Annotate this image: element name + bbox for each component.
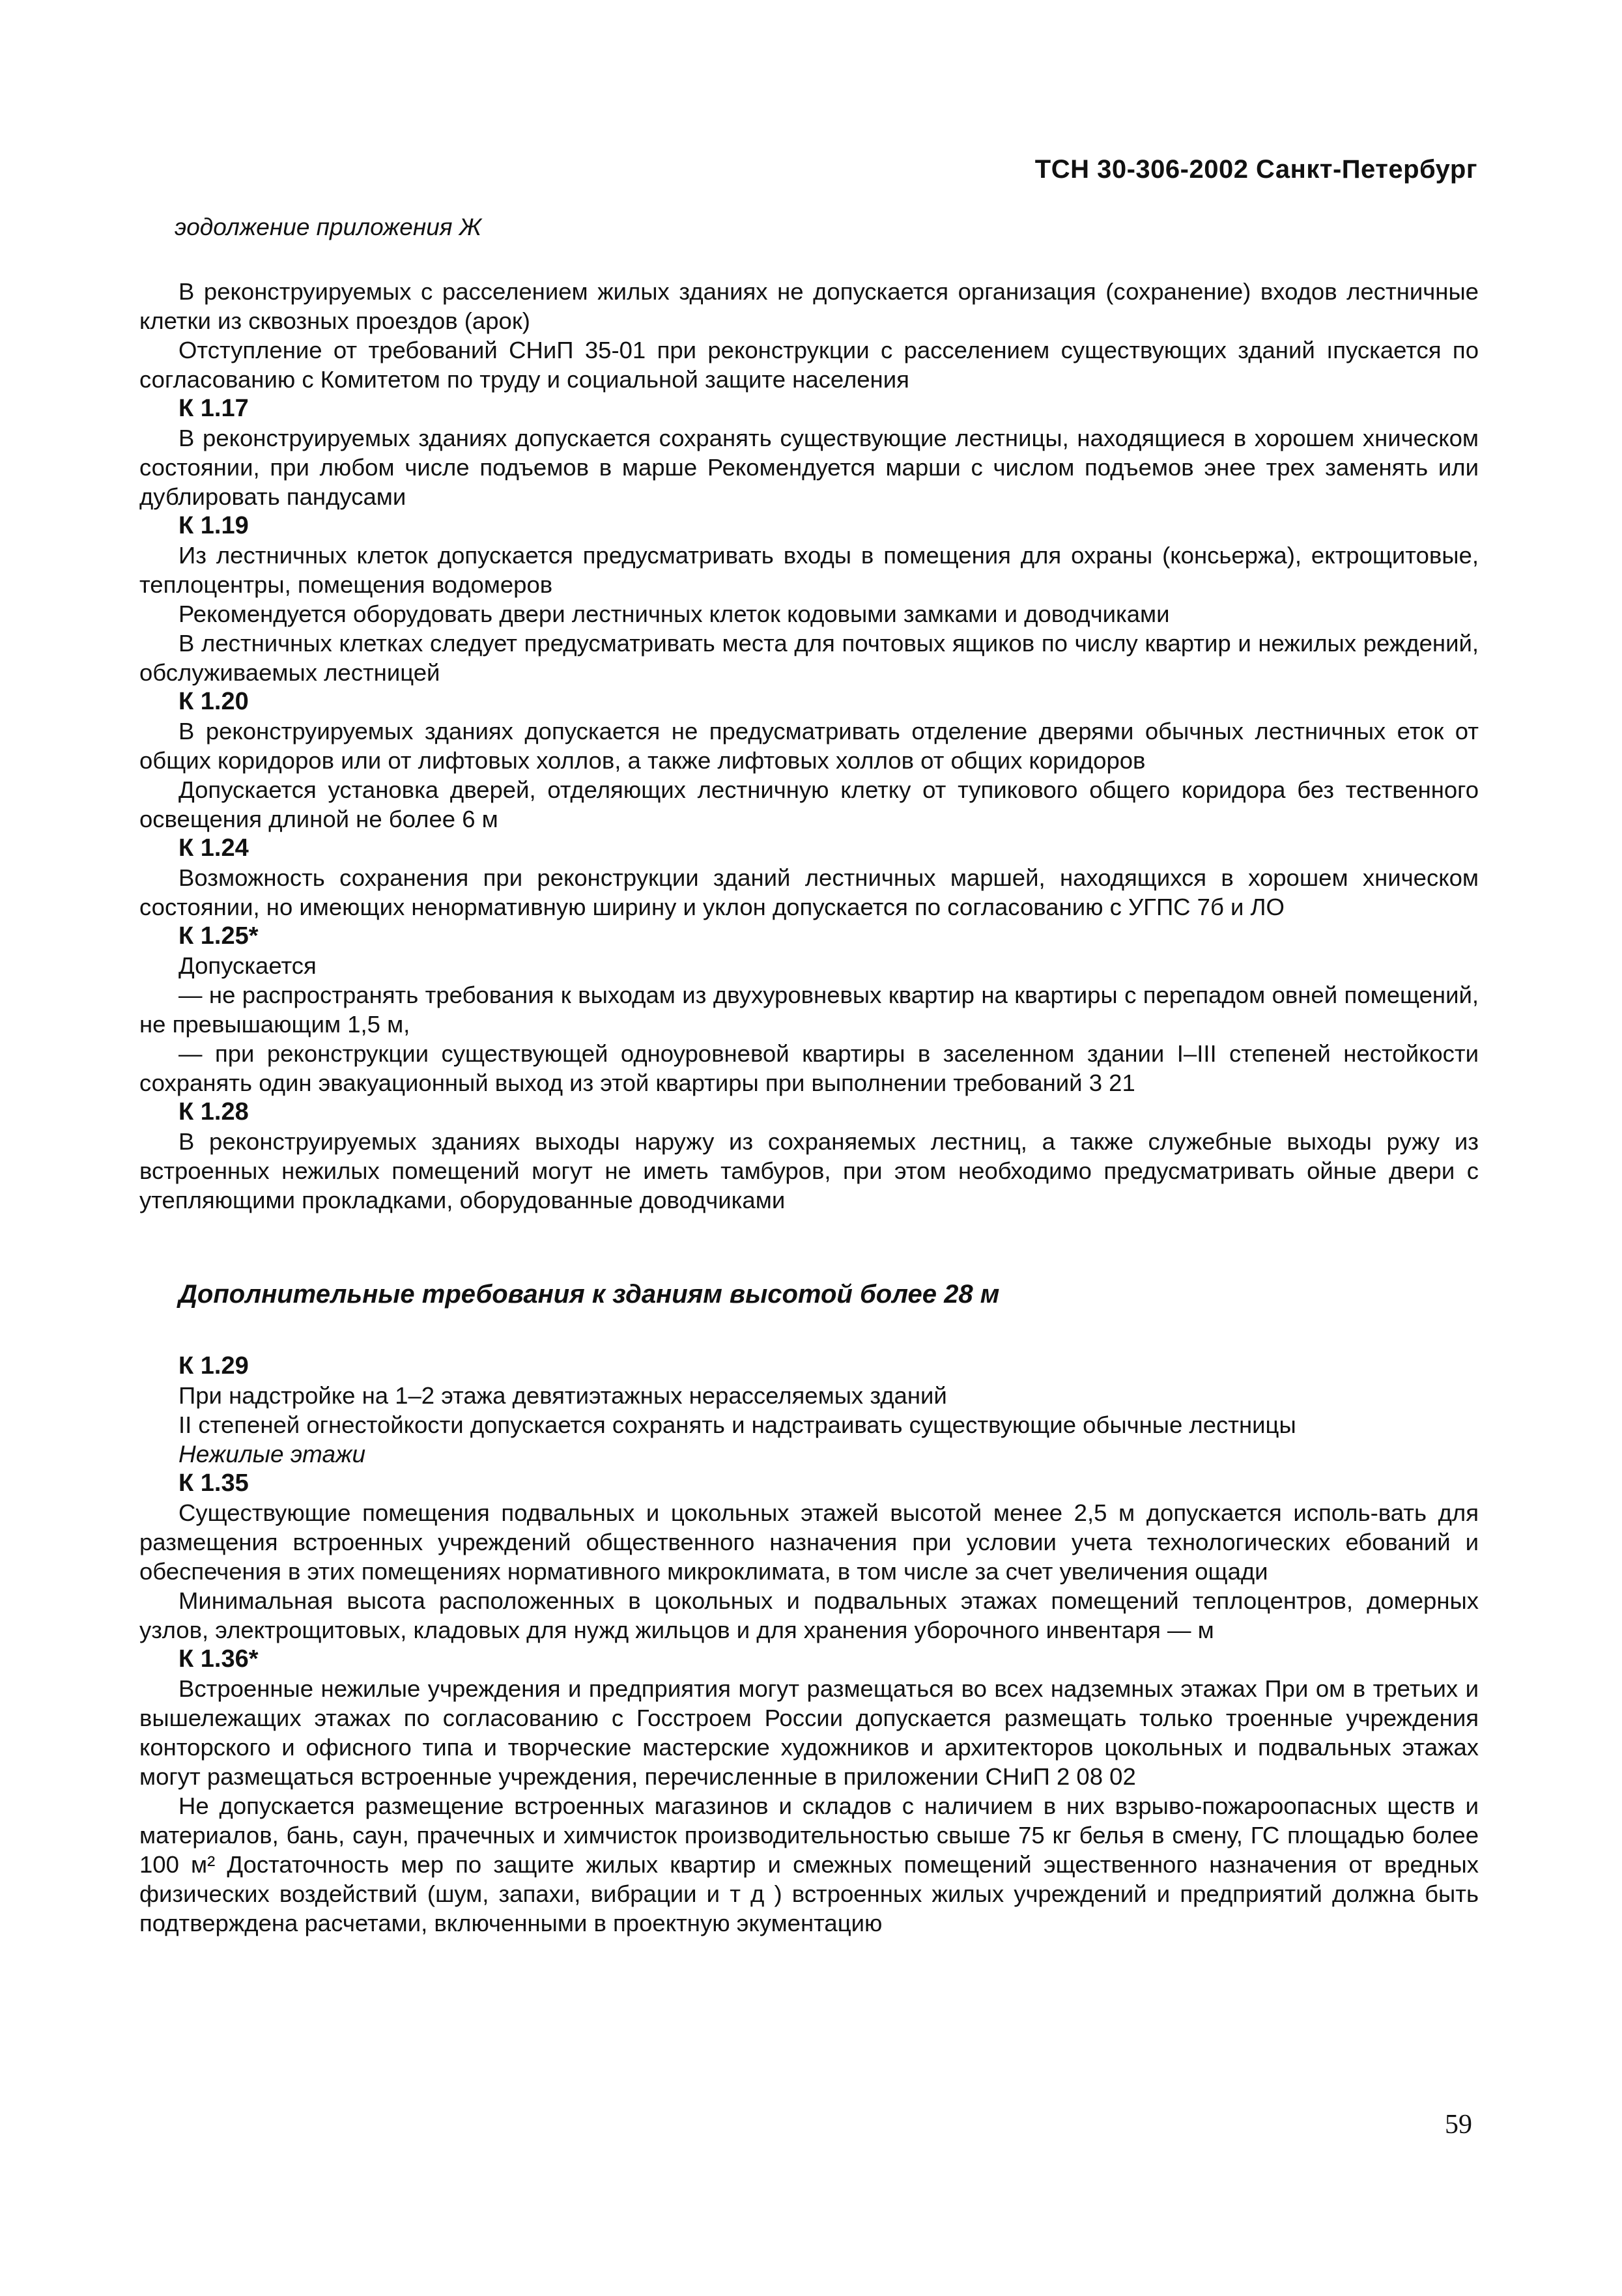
paragraph: — при реконструкции существующей одноуровневой квартиры в заселенном здании I–III степеней нестойкости сохранять один эвакуационный выход из этой квартиры при выполнении требований 3 21 (139, 1040, 1479, 1096)
paragraph: Отступление от требований СНиП 35-01 при реконструкции с расселением существующих зданий ıпускается по согласованию с Комитетом по труду и социальной защите населения (139, 337, 1479, 393)
paragraph: В реконструируемых зданиях допускается сохранять существующие лестницы, находящиеся в хорошем хническом состоянии, при любом числе подъемов в марше Рекомендуется марши с числом подъемов энее трех заменять или дублировать пандусами (139, 425, 1479, 510)
appendix-continuation-label: эодолжение приложения Ж (175, 214, 481, 240)
paragraph: Встроенные нежилые учреждения и предприятия могут размещаться во всех надземных этажах При ом в третьих и вышележащих этажах по согласованию с Госстроем России допускается размещать только троенные учреждения конторского и офисного типа и творческие мастерские художников и архитекторов цокольных и подвальных этажах могут размещаться встроенные учреждения, перечисленные в приложении СНиП 2 08 02 (139, 1675, 1479, 1790)
paragraph: Допускается установка дверей, отделяющих лестничную клетку от тупикового общего коридора без тественного освещения длиной не более 6 м (139, 776, 1479, 832)
paragraph: Возможность сохранения при реконструкции зданий лестничных маршей, находящихся в хорошем хническом состоянии, но имеющих ненормативную ширину и уклон допускается по согласованию с УГПС 7б и ЛО (139, 864, 1479, 920)
clause-number: К 1.19 (178, 512, 249, 539)
clause-number: К 1.35 (178, 1469, 249, 1497)
paragraph: Существующие помещения подвальных и цокольных этажей высотой менее 2,5 м допускается исполь-вать для размещения встроенных учреждений общественного назначения при условии учета технологических ебований и обеспечения в этих помещениях нормативного микроклимата, в том числе за счет увеличения ощади (139, 1499, 1479, 1585)
clause-number: К 1.20 (178, 688, 249, 715)
paragraph: В реконструируемых зданиях допускается не предусматривать отделение дверями обычных лестничных еток от общих коридоров или от лифтовых холлов, а также лифтовых холлов от общих коридоров (139, 718, 1479, 774)
clause-number: К 1.36* (178, 1645, 259, 1673)
paragraph: Допускается (178, 952, 317, 979)
paragraph: В реконструируемых зданиях выходы наружу из сохраняемых лестниц, а также служебные выходы ружу из встроенных нежилых помещений могут не иметь тамбуров, при этом необходимо предусматривать ойные двери с утепляющими прокладками, оборудованные доводчиками (139, 1128, 1479, 1213)
paragraph: II степеней огнестойкости допускается сохранять и надстраивать существующие обычные лестницы (178, 1411, 1296, 1438)
clause-number: К 1.28 (178, 1098, 249, 1126)
paragraph: Минимальная высота расположенных в цокольных и подвальных этажах помещений теплоцентров, домерных узлов, электрощитовых, кладовых для нужд жильцов и для хранения уборочного инвентаря — м (139, 1587, 1479, 1643)
clause-number: К 1.29 (178, 1352, 249, 1380)
page-number: 59 (1445, 2110, 1472, 2140)
document-header: ТСН 30-306-2002 Санкт-Петербург (1034, 155, 1477, 184)
paragraph: В лестничных клетках следует предусматривать места для почтовых ящиков по числу квартир и нежилых реждений, обслуживаемых лестницей (139, 630, 1479, 686)
clause-number: К 1.25* (178, 922, 259, 950)
clause-number: К 1.24 (178, 834, 249, 862)
clause-number: К 1.17 (178, 395, 249, 422)
paragraph: Не допускается размещение встроенных магазинов и складов с наличием в них взрыво-пожароопасных ществ и материалов, бань, саун, прачечных и химчисток производительностью свыше 75 кг белья в смену, ГС площадью более 100 м² Достаточность мер по защите жилых квартир и смежных помещений эщественного назначения от вредных физических воздействий (шум, запахи, вибрации и т д ) встроенных жилых учреждений и предприятий должна быть подтверждена расчетами, включенными в проектную экументацию (139, 1793, 1479, 1936)
section-heading: Дополнительные требования к зданиям высотой более 28 м (178, 1280, 1000, 1309)
paragraph: Рекомендуется оборудовать двери лестничных клеток кодовыми замками и доводчиками (178, 601, 1170, 627)
paragraph: — не распространять требования к выходам из двухуровневых квартир на квартиры с перепадом овней помещений, не превышающим 1,5 м, (139, 982, 1479, 1038)
paragraph: В реконструируемых с расселением жилых зданиях не допускается организация (сохранение) входов лестничные клетки из сквозных проездов (арок) (139, 278, 1479, 334)
paragraph: Из лестничных клеток допускается предусматривать входы в помещения для охраны (консьержа), ектрощитовые, теплоцентры, помещения водомеров (139, 542, 1479, 598)
subsection-label: Нежилые этажи (178, 1441, 366, 1467)
document-body (139, 277, 1479, 1938)
paragraph: При надстройке на 1–2 этажа девятиэтажных нерасселяемых зданий (178, 1382, 947, 1409)
